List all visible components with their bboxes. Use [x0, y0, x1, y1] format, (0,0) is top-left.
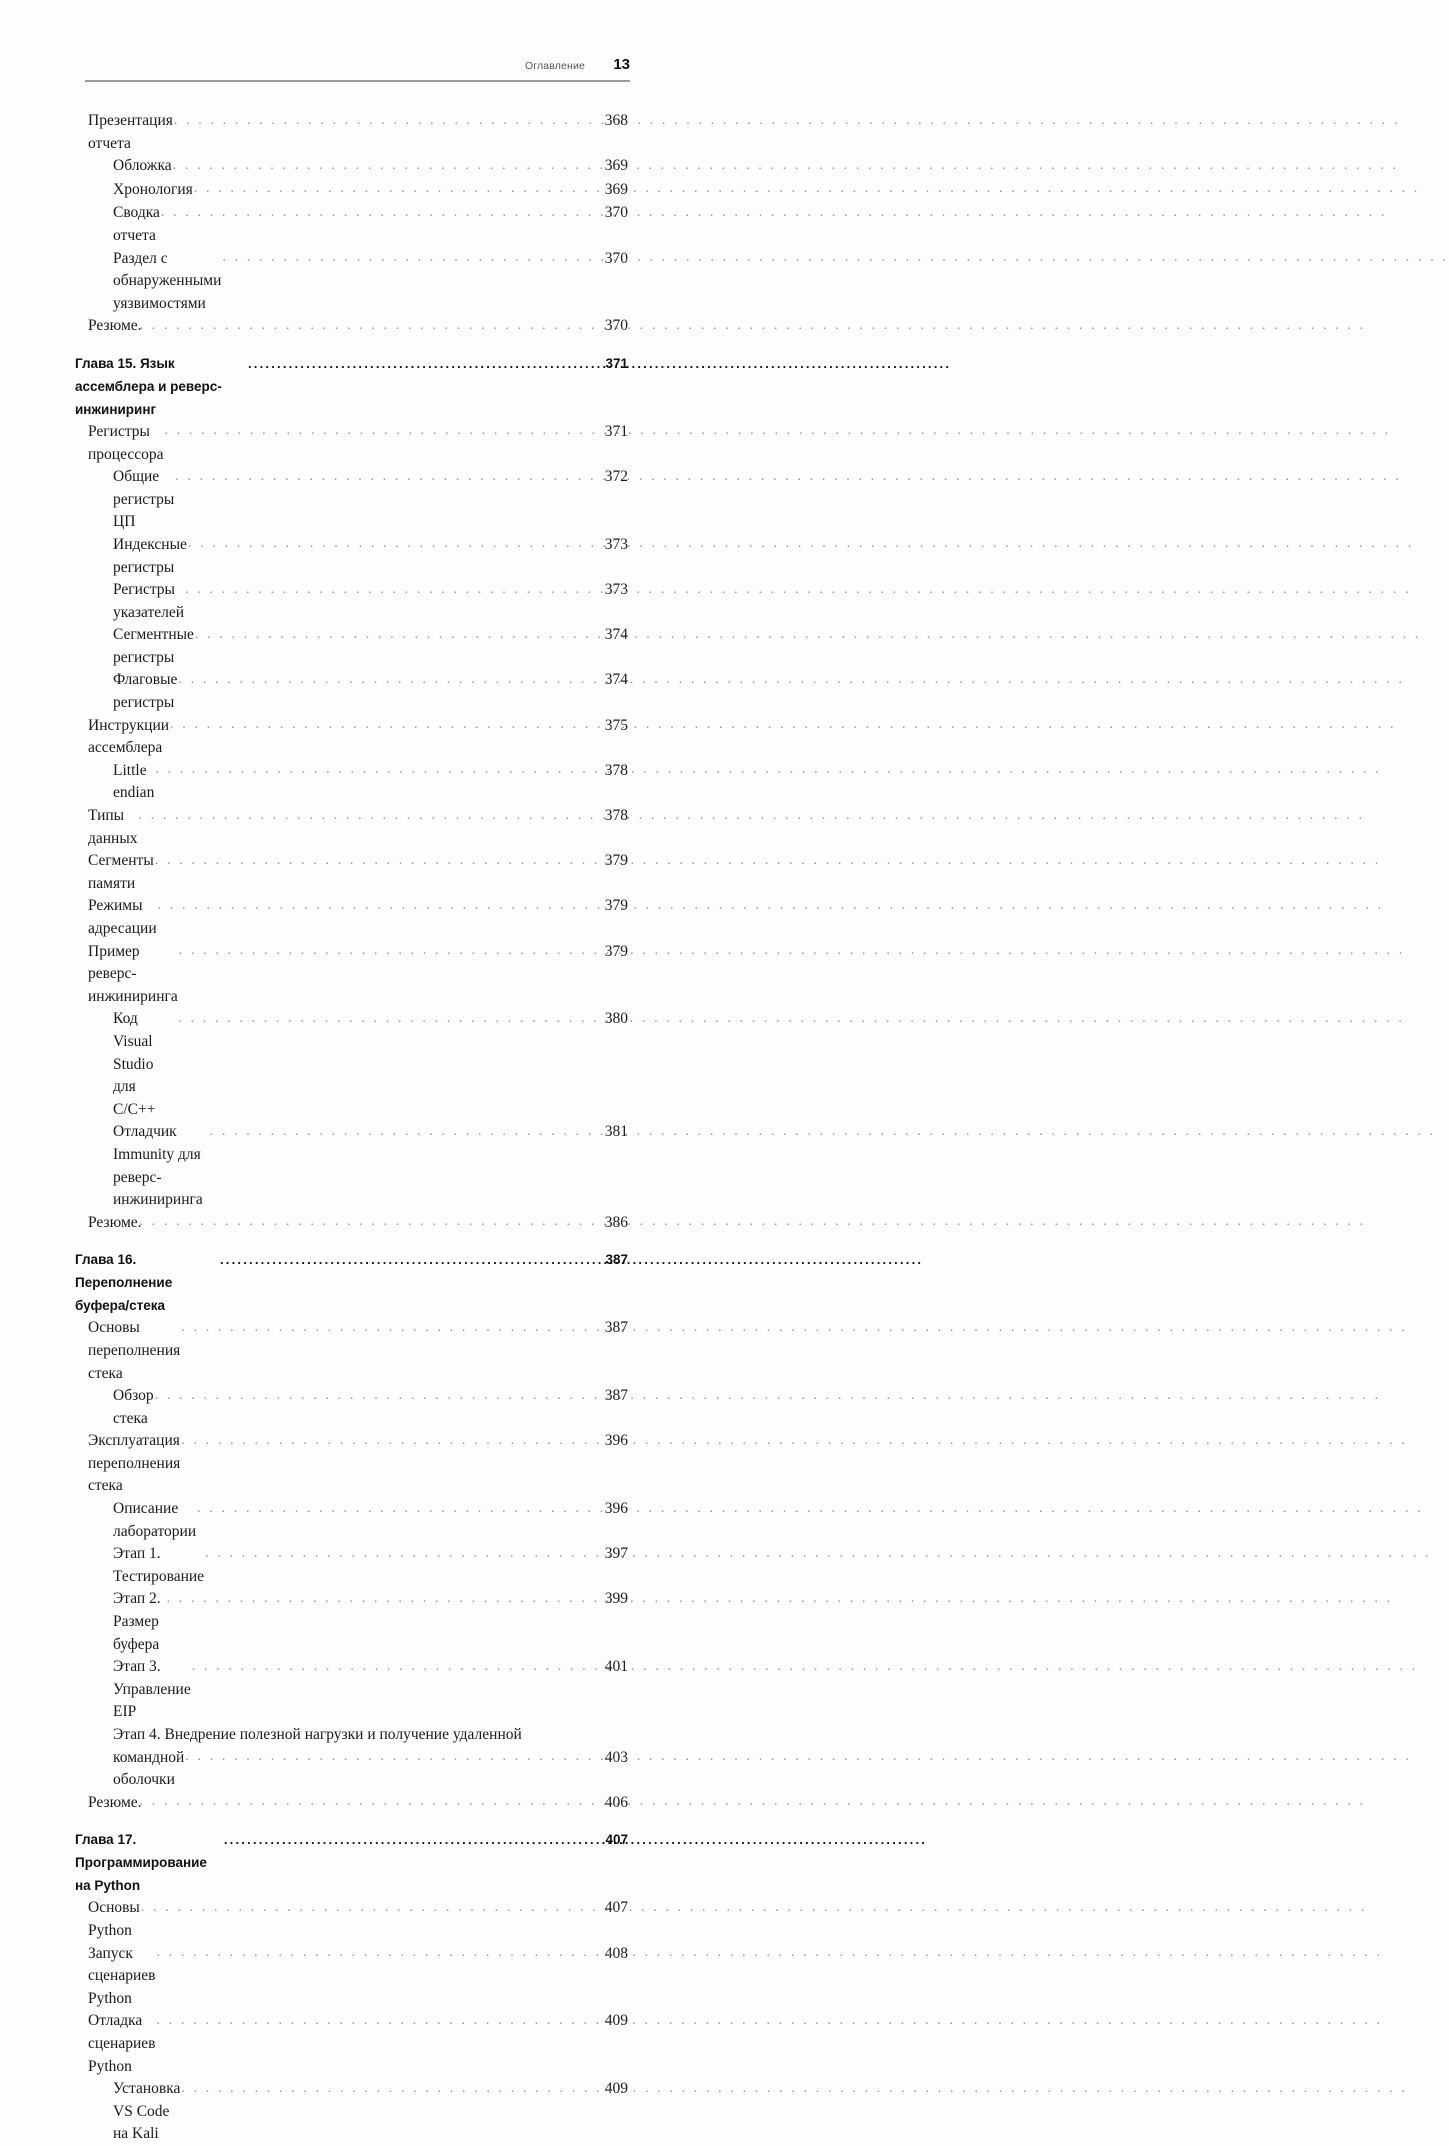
toc-entry-page-number: 368: [604, 112, 628, 129]
toc-section-entry[interactable]: [75, 315, 628, 339]
toc-subsection-entry[interactable]: [75, 1543, 628, 1588]
dot-leader: [185, 579, 604, 602]
toc-entry-title: Презентация отчета: [88, 112, 177, 152]
toc-entry-page-number: 387: [604, 1319, 628, 1337]
toc-subsection-entry[interactable]: [75, 1385, 628, 1430]
toc-entry-page-number: 370: [604, 317, 628, 335]
dot-leader: [194, 178, 604, 201]
toc-entry-title: Режимы адресации: [88, 897, 157, 937]
dot-leader: [155, 759, 603, 782]
dot-leader: [155, 1385, 604, 1408]
toc-entry-page-number: 387: [604, 1387, 628, 1405]
toc-entry-title: Глава 16. Переполнение буфера/стека: [75, 1252, 176, 1314]
toc-entry-title: Основы переполнения стека: [88, 1319, 185, 1382]
toc-entry-title: Резюме.: [88, 1213, 142, 1231]
toc-entry-page-number: 378: [604, 807, 628, 825]
toc-entry-title: Отладка сценариев Python: [88, 2012, 160, 2075]
toc-entry-title: Общие регистры ЦП: [113, 468, 179, 531]
toc-entry-page-number: 406: [604, 1793, 628, 1811]
toc-entry-page-number: 374: [604, 626, 628, 644]
dot-leader: [248, 352, 605, 375]
dot-leader: [181, 1430, 603, 1453]
toc-entry-title: Раздел с обнаруженными уязвимостями: [113, 249, 226, 312]
toc-entry-page-number: 396: [604, 1500, 628, 1518]
dot-leader: [195, 624, 604, 647]
toc-entry-title: Запуск сценариев Python: [88, 1944, 160, 2007]
toc-entry-title-line2: командной оболочки: [113, 1748, 189, 1789]
toc-section-entry[interactable]: [75, 805, 628, 850]
toc-entry-page-number: 403: [604, 1748, 628, 1766]
toc-subsection-entry[interactable]: [75, 179, 628, 203]
toc-subsection-entry[interactable]: [75, 624, 628, 669]
table-of-contents: [0, 110, 708, 2146]
toc-entry-title: Этап 4. Внедрение полезной нагрузки и получение удаленной: [113, 1726, 522, 1743]
toc-entry-page-number: 407: [605, 1832, 628, 1848]
toc-chapter-entry[interactable]: [75, 352, 628, 421]
toc-entry-page-number: 399: [604, 1590, 628, 1608]
toc-entry-title: Little endian: [113, 761, 155, 802]
toc-entry-page-number: 380: [604, 1010, 628, 1028]
running-head-title: Оглавление: [524, 60, 585, 72]
toc-entry-title: Регистры указателей: [113, 581, 185, 621]
dot-leader: [161, 202, 604, 225]
dot-leader: [174, 110, 604, 133]
dot-leader: [139, 805, 604, 828]
dot-leader: [170, 714, 604, 737]
dot-leader: [210, 1121, 604, 1144]
toc-entry-title: Типы данных: [88, 807, 138, 847]
toc-subsection-entry[interactable]: [75, 534, 628, 579]
toc-entry-title: Сегменты памяти: [88, 852, 158, 892]
toc-section-entry[interactable]: [75, 1317, 628, 1385]
toc-entry-title: Пример реверс-инжиниринга: [88, 942, 178, 1005]
dot-leader: [155, 850, 604, 873]
toc-subsection-entry[interactable]: [75, 579, 628, 624]
toc-page: [0, 0, 708, 2143]
dot-leader: [178, 1008, 603, 1031]
toc-entry-title: Флаговые регистры: [113, 671, 182, 712]
toc-subsection-entry[interactable]: [75, 1008, 628, 1121]
toc-entry-page-number: 374: [604, 671, 628, 689]
toc-section-entry[interactable]: [75, 421, 628, 466]
toc-subsection-entry[interactable]: [75, 202, 628, 247]
toc-entry-title-continued: [113, 1747, 628, 1792]
dot-leader: [173, 155, 604, 178]
toc-entry-page-number: 369: [604, 157, 628, 175]
toc-entry-page-number: 378: [604, 761, 628, 779]
toc-subsection-entry[interactable]: [75, 155, 628, 179]
toc-entry-page-number: 381: [604, 1123, 628, 1141]
toc-entry-title: Этап 2. Размер буфера: [113, 1590, 165, 1653]
dot-leader: [140, 1791, 604, 1814]
toc-subsection-entry[interactable]: [75, 1498, 628, 1543]
toc-entry-title: Этап 3. Управление EIP: [113, 1658, 195, 1721]
toc-entry-page-number: 379: [604, 942, 628, 960]
toc-section-entry[interactable]: [75, 941, 628, 1009]
dot-leader: [175, 466, 603, 489]
toc-entry-page-number: 409: [604, 2012, 628, 2030]
dot-leader: [205, 1543, 604, 1566]
toc-entry-page-number: 387: [605, 1252, 628, 1268]
toc-section-entry[interactable]: [75, 850, 628, 895]
toc-section-entry[interactable]: [75, 1792, 628, 1816]
page-folio: 13: [613, 56, 630, 73]
toc-entry-title: Резюме.: [88, 1793, 142, 1811]
toc-entry-title: Код Visual Studio для C/C++: [113, 1010, 158, 1118]
toc-section-entry[interactable]: [75, 110, 628, 155]
toc-entry-title: Эксплуатация переполнения стека: [88, 1432, 185, 1495]
toc-entry-page-number: 379: [604, 897, 628, 915]
toc-subsection-entry[interactable]: [75, 760, 628, 805]
toc-entry-page-number: 396: [604, 1432, 628, 1450]
toc-entry-page-number: 369: [604, 180, 628, 198]
toc-entry-title: Обзор стека: [113, 1387, 158, 1427]
toc-section-entry[interactable]: [75, 1943, 628, 2011]
toc-entry-title: Описание лаборатории: [113, 1500, 197, 1540]
toc-entry-page-number: 408: [604, 1944, 628, 1962]
toc-subsection-entry[interactable]: [75, 1588, 628, 1656]
toc-entry-title: Установка VS Code на Kali: [113, 2080, 185, 2143]
running-head: [85, 56, 630, 73]
dot-leader: [181, 1317, 603, 1340]
toc-entry-title: Индексные регистры: [113, 535, 191, 576]
dot-leader: [220, 1248, 605, 1271]
dot-leader: [140, 1211, 604, 1234]
toc-entry-page-number: 370: [604, 249, 628, 267]
toc-entry-page-number: 371: [605, 355, 628, 371]
toc-entry-title: Глава 15. Язык ассемблера и реверс-инжиниринг: [75, 355, 222, 417]
toc-section-entry[interactable]: [75, 715, 628, 760]
dot-leader: [140, 315, 604, 338]
toc-entry-title: Основы Python: [88, 1899, 144, 1939]
toc-entry-title: Резюме.: [88, 317, 142, 335]
dot-leader: [181, 2078, 603, 2101]
dot-leader: [185, 1746, 603, 1769]
dot-leader: [222, 247, 603, 270]
dot-leader: [141, 1897, 604, 1920]
toc-section-entry[interactable]: [75, 895, 628, 940]
dot-leader: [197, 1498, 604, 1521]
toc-chapter-entry[interactable]: [75, 1248, 628, 1317]
toc-chapter-entry[interactable]: [75, 1828, 628, 1897]
dot-leader: [164, 420, 603, 443]
toc-entry-title: Этап 1. Тестирование: [113, 1545, 205, 1585]
dot-leader: [167, 1588, 604, 1611]
toc-subsection-entry[interactable]: [75, 248, 628, 316]
toc-entry-page-number: 397: [604, 1545, 628, 1563]
toc-entry-page-number: 409: [604, 2080, 628, 2098]
toc-entry-title: Инструкции ассемблера: [88, 716, 173, 757]
toc-subsection-entry[interactable]: [75, 2078, 628, 2146]
toc-subsection-entry[interactable]: [75, 466, 628, 534]
toc-section-entry[interactable]: [75, 1212, 628, 1236]
toc-entry-title: Хронология: [113, 180, 193, 198]
dot-leader: [156, 2010, 603, 2033]
toc-entry-title: Глава 17. Программирование на Python: [75, 1832, 211, 1894]
toc-section-entry[interactable]: [75, 2010, 628, 2078]
dot-leader: [179, 940, 604, 963]
toc-entry-page-number: 373: [604, 581, 628, 599]
toc-entry-title: Регистры процессора: [88, 422, 164, 463]
toc-subsection-entry[interactable]: [75, 669, 628, 714]
toc-entry-title: Сегментные регистры: [113, 626, 198, 666]
dot-leader: [178, 669, 603, 692]
toc-subsection-entry[interactable]: [75, 1724, 628, 1792]
dot-leader: [156, 1942, 603, 1965]
toc-entry-title: Сводка отчета: [113, 204, 164, 244]
toc-entry-title: Обложка: [113, 157, 172, 175]
toc-subsection-entry[interactable]: [75, 1121, 628, 1211]
toc-entry-page-number: 386: [604, 1213, 628, 1231]
dot-leader: [224, 1828, 605, 1851]
toc-entry-page-number: 372: [604, 468, 628, 486]
toc-entry-page-number: 401: [604, 1658, 628, 1676]
dot-leader: [188, 533, 604, 556]
toc-entry-page-number: 371: [604, 422, 628, 440]
toc-section-entry[interactable]: [75, 1430, 628, 1498]
toc-entry-page-number: 379: [604, 852, 628, 870]
dot-leader: [158, 895, 604, 918]
toc-entry-title: Отладчик Immunity для реверс-инжиниринга: [113, 1123, 205, 1209]
toc-entry-page-number: 375: [604, 716, 628, 734]
toc-section-entry[interactable]: [75, 1897, 628, 1942]
toc-subsection-entry[interactable]: [75, 1656, 628, 1724]
dot-leader: [192, 1656, 604, 1679]
header-divider: [85, 80, 630, 82]
toc-entry-page-number: 373: [604, 535, 628, 553]
toc-entry-page-number: 407: [604, 1899, 628, 1917]
toc-entry-page-number: 370: [604, 204, 628, 222]
